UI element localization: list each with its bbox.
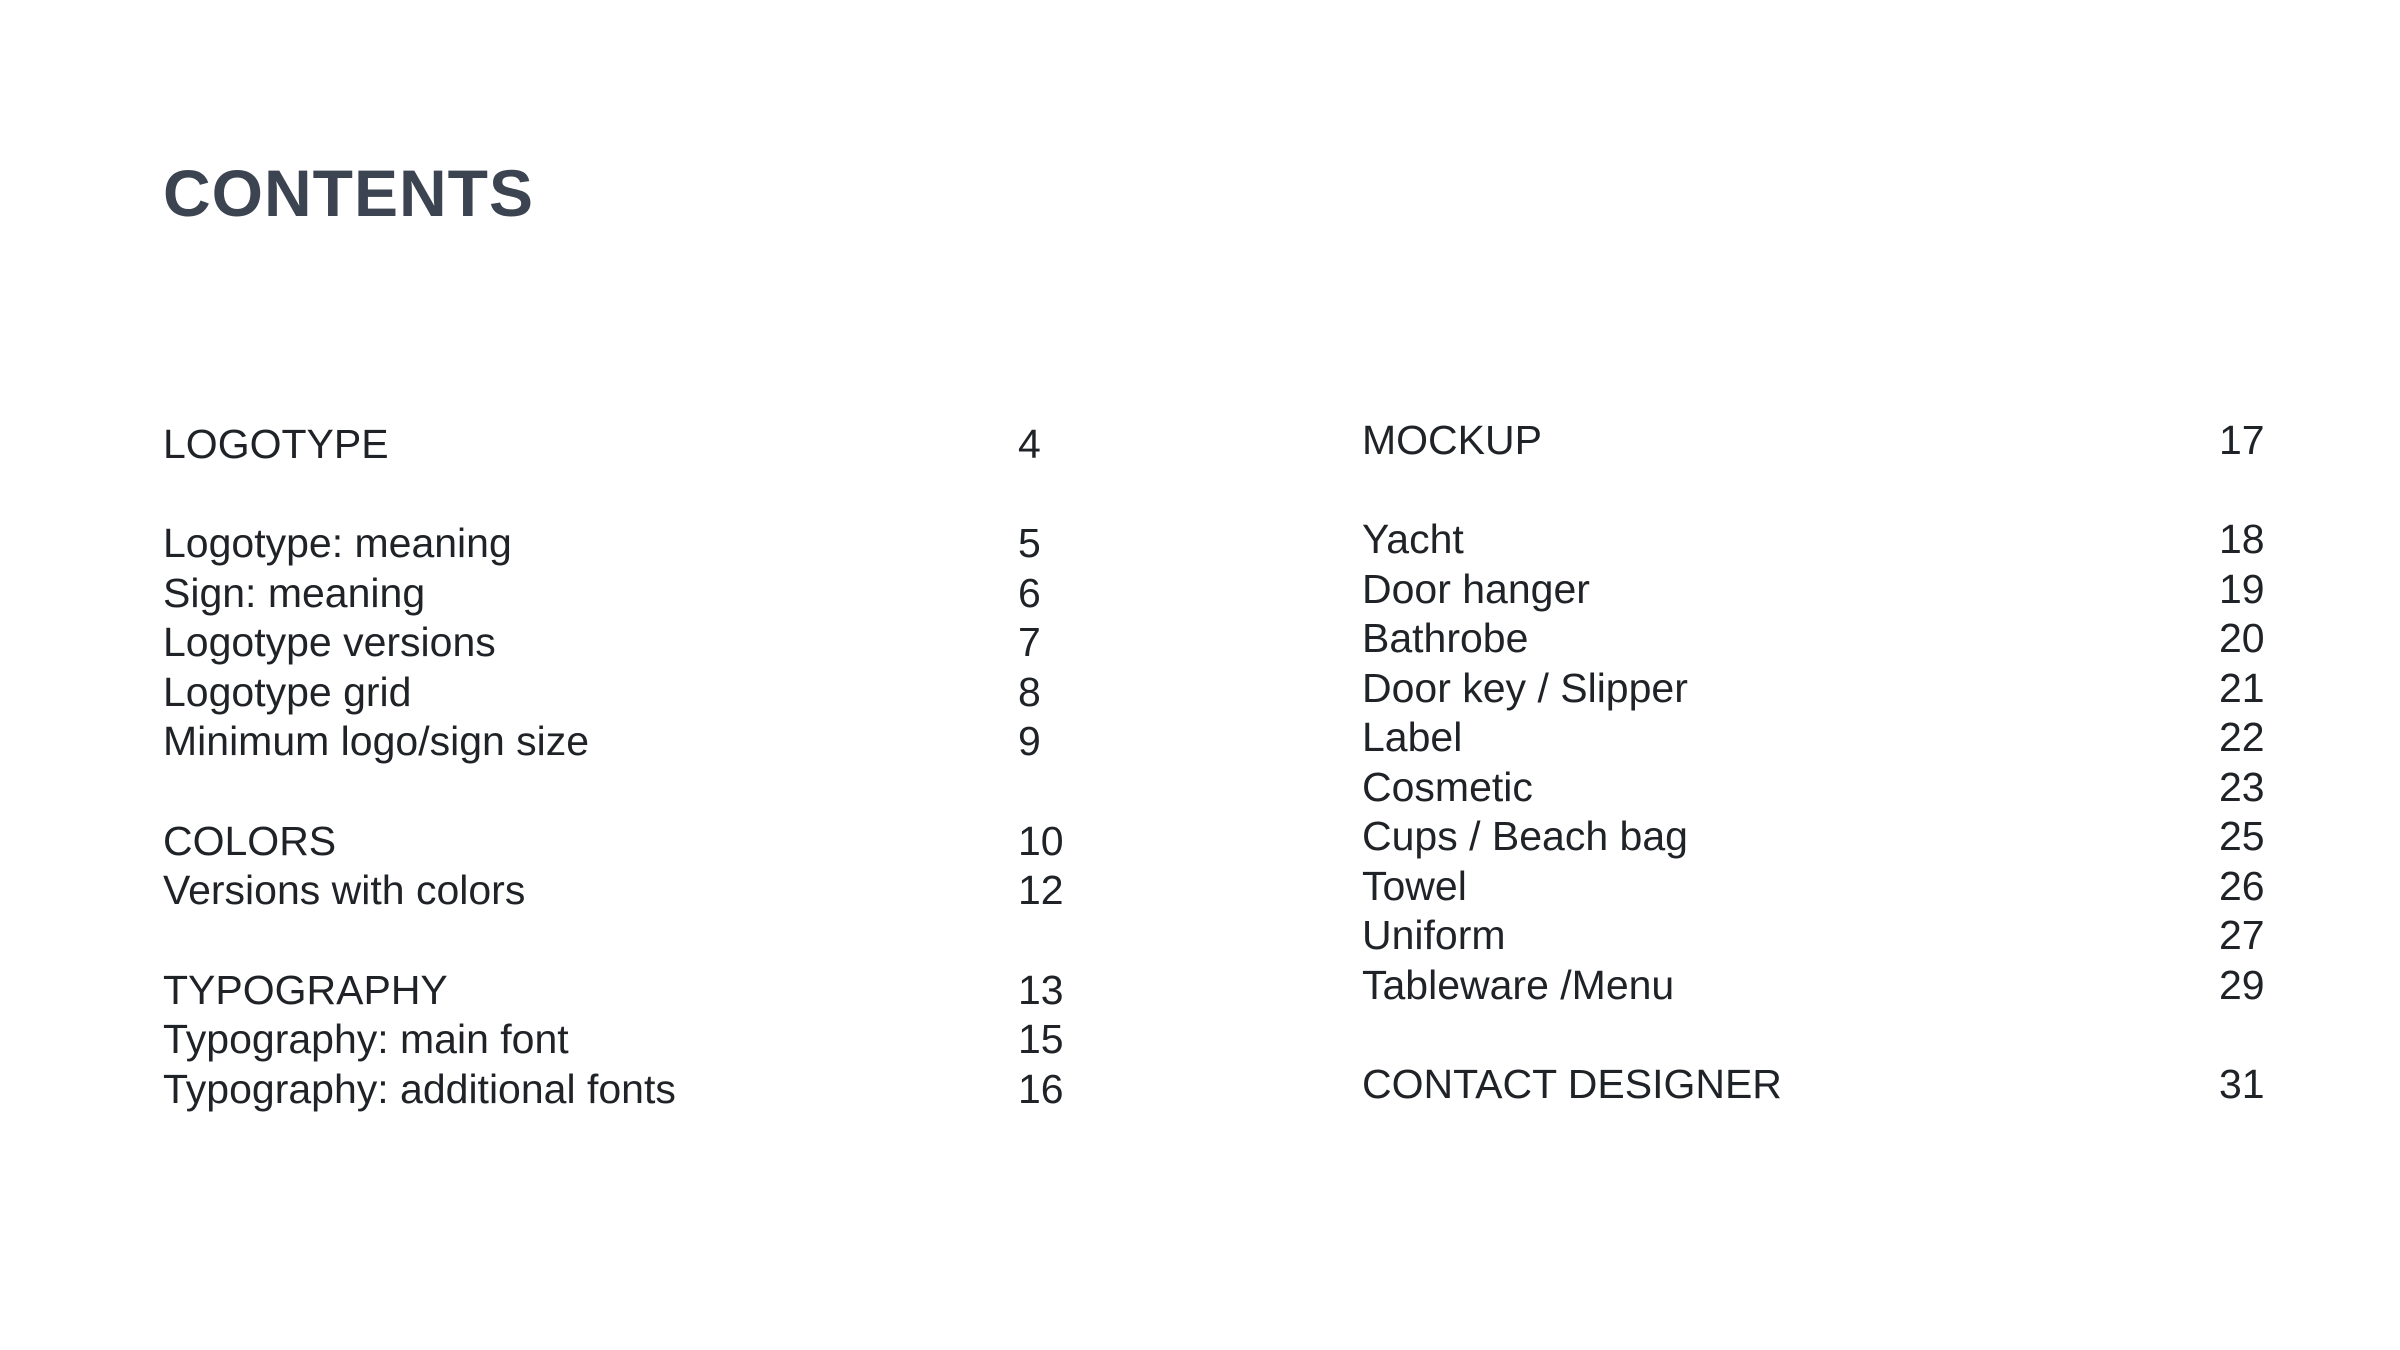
toc-heading-label: LOGOTYPE (163, 421, 389, 467)
toc-heading-typography[interactable] (163, 966, 1063, 1016)
toc-page-number: 19 (2219, 565, 2265, 612)
toc-item-label: Logotype: meaning (163, 520, 512, 566)
toc-page-number: 8 (1018, 668, 1041, 715)
toc-item[interactable] (1362, 763, 2265, 813)
toc-page-number: 18 (2219, 516, 2265, 562)
toc-item[interactable] (163, 569, 1063, 619)
toc-page-number: 7 (1018, 619, 1041, 665)
toc-heading-label: CONTACT DESIGNER (1362, 1061, 1782, 1107)
toc-page-number: 20 (2219, 615, 2265, 661)
toc-page-number: 5 (1018, 520, 1041, 566)
toc-page-number: 17 (2219, 417, 2265, 463)
toc-item[interactable] (1362, 664, 2265, 714)
toc-page-number: 27 (2219, 912, 2265, 958)
toc-section-logotype (163, 420, 1063, 767)
toc-item-label: Uniform (1362, 912, 1506, 958)
toc-page-number: 4 (1018, 421, 1041, 467)
toc-heading-logotype[interactable] (163, 420, 1063, 470)
toc-item[interactable] (1362, 812, 2265, 862)
toc-heading-label: MOCKUP (1362, 417, 1542, 463)
toc-item[interactable] (163, 668, 1063, 718)
toc-item[interactable] (1362, 565, 2265, 615)
toc-page-number: 25 (2219, 813, 2265, 859)
toc-item[interactable] (1362, 713, 2265, 763)
toc-page-number: 23 (2219, 763, 2265, 810)
toc-item-label: Versions with colors (163, 867, 526, 913)
toc-item-label: Tableware /Menu (1362, 961, 1675, 1008)
toc-page-number: 26 (2219, 862, 2265, 909)
toc-item-label: Sign: meaning (163, 569, 426, 616)
toc-page-number: 31 (2219, 1061, 2265, 1107)
toc-item[interactable] (1362, 515, 2265, 565)
toc-item-label: Towel (1362, 862, 1467, 909)
toc-section-contact-designer (1362, 1060, 2265, 1110)
toc-item-label: Logotype grid (163, 668, 412, 715)
toc-item[interactable] (163, 519, 1063, 569)
toc-page-number: 12 (1018, 867, 1064, 913)
toc-item-label: Logotype versions (163, 619, 496, 665)
toc-item[interactable] (163, 618, 1063, 668)
toc-page-number: 10 (1018, 817, 1064, 864)
toc-item-label: Door hanger (1362, 565, 1590, 612)
toc-item[interactable] (163, 717, 1063, 767)
toc-item[interactable] (163, 866, 1063, 916)
toc-section-typography (163, 966, 1063, 1115)
toc-page-number: 6 (1018, 569, 1041, 616)
toc-heading-contact-designer[interactable] (1362, 1060, 2265, 1110)
toc-item-label: Door key / Slipper (1362, 664, 1688, 711)
toc-item[interactable] (1362, 862, 2265, 912)
toc-page-number: 22 (2219, 714, 2265, 760)
toc-heading-mockup[interactable] (1362, 416, 2265, 466)
toc-item-label: Typography: additional fonts (163, 1065, 676, 1112)
toc-page-number: 15 (1018, 1016, 1064, 1062)
toc-item-label: Label (1362, 714, 1463, 760)
toc-item[interactable] (163, 1065, 1063, 1115)
page-title: CONTENTS (163, 156, 534, 230)
toc-page-number: 29 (2219, 961, 2265, 1008)
toc-item[interactable] (1362, 961, 2265, 1011)
toc-page-number: 9 (1018, 718, 1041, 764)
toc-left-column (163, 420, 1063, 1164)
toc-item-label: Typography: main font (163, 1016, 569, 1062)
toc-item[interactable] (163, 1015, 1063, 1065)
toc-item-label: Bathrobe (1362, 615, 1529, 661)
toc-section-colors (163, 817, 1063, 916)
toc-page-number: 16 (1018, 1065, 1064, 1112)
toc-heading-colors[interactable] (163, 817, 1063, 867)
toc-item-label: Cosmetic (1362, 763, 1533, 810)
toc-right-column (1362, 416, 2265, 1160)
toc-heading-label: TYPOGRAPHY (163, 966, 448, 1013)
toc-item-label: Yacht (1362, 516, 1464, 562)
toc-item-label: Minimum logo/sign size (163, 718, 590, 764)
toc-item[interactable] (1362, 911, 2265, 961)
toc-page-number: 21 (2219, 664, 2265, 711)
toc-page-number: 13 (1018, 966, 1064, 1013)
toc-section-mockup (1362, 416, 2265, 1010)
toc-heading-label: COLORS (163, 817, 337, 864)
toc-item-label: Cups / Beach bag (1362, 813, 1688, 859)
toc-item[interactable] (1362, 614, 2265, 664)
